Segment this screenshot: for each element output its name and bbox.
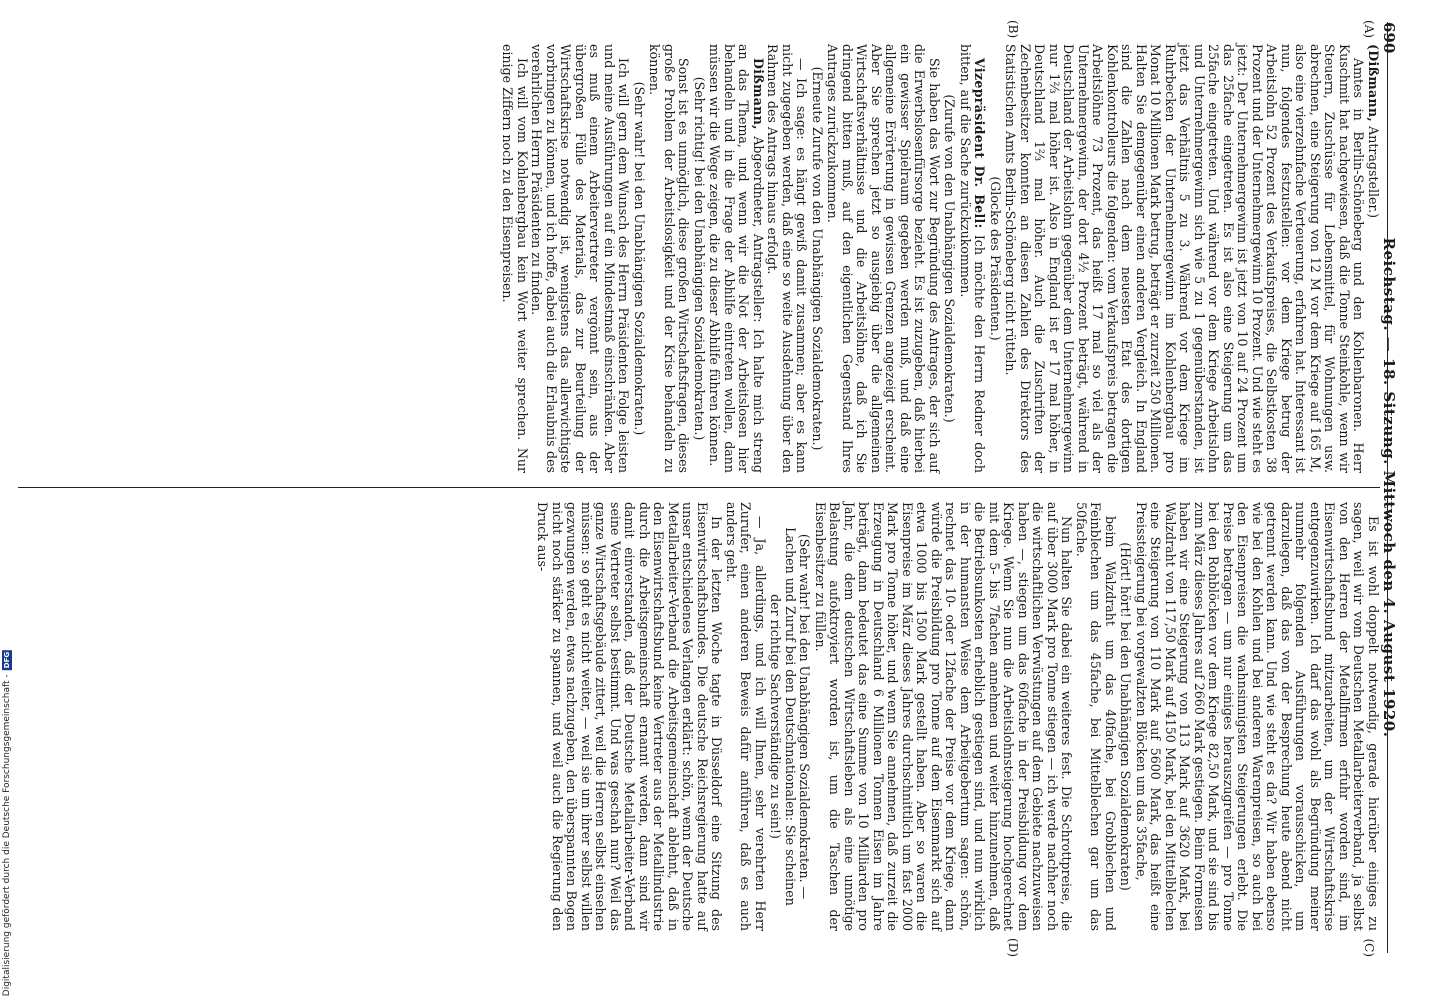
paragraph-text: (Sehr wahr! bei den Unabhängigen Sozialdemokraten.)	[632, 81, 647, 436]
paragraph-text: beim Walzdraht um das 40fache, bei Grobblechen und Feinblechen um das 45fache, bei Mittelblechen gar um das 50fache.	[1074, 502, 1118, 931]
paragraph	[707, 44, 765, 473]
dfg-logo: DFG	[3, 651, 11, 669]
paragraph	[958, 44, 987, 473]
paragraph-text: Antragsteller.)	[1366, 122, 1381, 219]
paragraph	[813, 502, 1074, 931]
paragraph-text: Sonst ist es unmöglich, diese großen Wirtschaftsfragen, dieses große Problem der Arbeitslosigkeit und der Krise behandeln zu können.	[647, 44, 692, 473]
paragraph	[1366, 44, 1381, 473]
paragraph-text: — Ja, allerdings, und ich will Ihnen, sehr verehrten Herr Zurufer, einen anderen Beweis dafür anführen, daß es auch anders geht.	[724, 502, 768, 931]
paragraph	[647, 44, 691, 473]
paragraph-text: Ich will vom Kohlenbergbau kein Wort weiter sprechen. Nur einige Ziffern noch zu den Eisenpreisen.	[500, 44, 530, 473]
paragraph-text: (Zurufe von den Unabhängigen Sozialdemokraten.)	[942, 94, 958, 423]
credit-text: Digitalisierung gefördert durch die Deutsche Forschungsgemeinschaft -	[2, 674, 12, 996]
right-column	[18, 488, 1381, 957]
paragraph-text: Amtes in Berlin-Schöneberg und den Kohlenbaronen. Herr Kuschmit hat nachgewiesen, daß die Tonne Steinkohle, wenn wir Steuern, Zuschüsse für Lebensmittel, für Wohnungen usw. abrechnen, eine Steigerung von 12 M vor dem Kriege auf 165 M, also eine vierzehnfache Verteuerung, erfahren hat. Interessant ist nun, folgendes festzustellen: vor dem Kriege betrug der Arbeitslohn 52 Prozent des Verkaufspreises, die Selbstkosten 38 Prozent und der Unternehmergewinn 10 Prozent. Und wie steht es jetzt: Der Unternehmergewinn ist jetzt von 10 auf 24 Prozent um das 25fache eingetreten. Es ist also eine Steigerung um das 25fache eingetreten. Und während vor dem Kriege Arbeitslohn und Unternehmergewinn sich wie 5 zu 1 gegenüberstanden, ist jetzt das Verhältnis 5 zu 3. Während vor dem Kriege im Ruhrbecken der Unternehmergewinn im Kohlenbergbau pro Monat 10 Millionen Mark betrug, beträgt er zurzeit 250 Millionen. Halten Sie demgegenüber einen anderen Vergleich. In England sind die Zahlen nach dem neuesten Etat des dortigen Kohlenkontrolleurs die folgenden: vom Verkaufspreis betragen die Arbeitslöhne 73 Prozent, das heißt 17 mal so viel als der Unternehmergewinn, der dort 4½ Prozent beträgt, während in Deutschland der Arbeitslohn gegenüber dem Unternehmergewinn nur 1⅔ mal höher ist. Also in England ist er 17 mal höher, in Deutschland 1⅔ mal höher. Auch die Zuschriften der Zechenbesitzer konnten an diesen Zahlen des Direktors des Statistischen Amts Berlin-Schöneberg nicht rütteln.	[1003, 44, 1367, 473]
speaker-name: (Dißmann,	[1366, 44, 1381, 123]
margin-mark-b: (B)	[1006, 20, 1020, 39]
paragraph-text: Es ist wohl doppelt notwendig, gerade hierüber einiges zu sagen, weil wir vom Deutschen Metallarbeiterverband, ja selbst von den Herren der Metallfirmen erfuhr worden sind, im Eisenwirtschaftsbund mitzuarbeiten, um der Wirtschaftskrise entgegenzuwirken. Ich darf das wohl als Begründung meiner nunmehr folgenden Ausführungen vorausschicken, um darzulegen, daß das von der Besprechung heute abend nicht getrennt werden kann. Und wie steht es da? Wir haben ebenso wie bei den Kohlen und bei anderen Warenpreisen, so auch bei den Eisenpreisen die wahnsinnigsten Steigerungen erlebt. Die Preise betragen — um nur einiges herauszugreifen — pro Tonne bei den Rohblöcken vor dem Kriege 82,50 Mark, und sie sind bis zum März dieses Jahres auf 2660 Mark gestiegen. Beim Formeisen haben wir eine Steigerung von 113 Mark auf 3620 Mark, bei Walzdraht von 117,50 Mark auf 4150 Mark, bei den Mittelblechen eine Steigerung von 110 Mark auf 5600 Mark, das heißt eine Preissteigerung bei vorgewalzten Blöcken um das 35fache,	[1134, 502, 1381, 931]
paragraph	[529, 44, 631, 473]
left-column	[18, 22, 1380, 488]
paragraph-text: (Hört! hört! bei den Unabhängigen Sozialdemokraten)	[1118, 542, 1134, 891]
paragraph-text: — Ich sage: es hängt gewiß damit zusammen; aber es kann nicht zugegeben werden, daß eine so weite Ausdehnung über den Rahmen des Antrags hinaus erfolgt.	[765, 44, 810, 473]
interjection	[768, 522, 812, 911]
paragraph-text: Ich möchte den Herrn Redner doch bitten, auf die Sache zurückzukommen.	[958, 44, 988, 473]
paragraph	[825, 44, 941, 473]
paragraph-text: (Sehr richtig! bei den Unabhängigen Sozialdemokraten.)	[692, 76, 707, 441]
paragraph-text: Ich will gern dem Wunsch des Herrn Präsidenten Folge leisten und meine Ausführungen auf ein Mindestmaß einschränken. Aber es muß einem Arbeitervertreter vergönnt sein, aus der übergroßen Fülle des Materials, das zur Beurteilung der Wirtschaftskrise notwendig ist, wenigstens das allerwichtigste vorbringen zu können, und ich hoffe, dabei auch die Erlaubnis des verehrlichen Herrn Präsidenten zu finden.	[529, 44, 632, 473]
paragraph-text: (Sehr wahr! bei den Unabhängigen Sozialdemokraten. — Lachen und Zuruf bei den Deutschnationalen: Sie scheinen der richtige Sachverständige zu sein!)	[768, 527, 813, 906]
paragraph	[535, 502, 724, 931]
paragraph	[1134, 502, 1381, 931]
paragraph-text: Abgeordneter, Antragsteller: Ich halte mich streng an das Thema, und wenn wir die Not der Arbeitslosen hier behandeln und in die Frage der Abhilfe eintreten wollen, dann müssen wir die Wege zeigen, die zu dieser Abhilfe führen können.	[707, 44, 766, 473]
paragraph-text: In der letzten Woche tagte in Düsseldorf eine Sitzung des Eisenwirtschaftsbundes. Die deutsche Reichsregierung hatte auf unser entschiedenes Verlangen erklärt: schön, wenn der Deutsche Metallarbeiter-Verband die Arbeitsgemeinschaft ablehnt, daß in den Eisenwirtschaftsbund keine Vertreter aus der Metallindustrie durch die Arbeitsgemeinschaft ernannt werden, dann sind wir damit einverstanden, daß der Deutsche Metallarbeiter-Verband seine Vertreter selbst bestimmt. Und was geschah nun? Weil das ganze Wirtschaftsgebäude zittert, weil die Herren selbst einsehen müssen: so geht es nicht weiter, — weil sie um ihrer selbst willen gezwungen werden, etwas nachzugeben, den überspannten Bogen nicht noch stärker zu spannen, und weil auch die Regierung den Druck aus-	[535, 502, 725, 931]
paragraph-text: Sie haben das Wort zur Begründung des Antrages, der sich auf die Erwerbslosenfürsorge bezieht. Es ist zuzugeben, daß hierbei ein gewisser Spielraum gegeben werden muß, und daß eine allgemeine Erörterung in gewissen Grenzen angezeigt erscheint. Aber Sie sprechen jetzt so ausgiebig über die allgemeinen Wirtschaftsverhältnisse und die Arbeitslöhne, daß ich Sie dringend bitten muß, auf den eigentlichen Gegenstand Ihres Antrages zurückzukommen.	[825, 44, 942, 473]
text-columns	[18, 20, 1381, 957]
interjection	[632, 64, 647, 453]
page-title: Reichstag. — 18. Sitzung. Mittwoch den 4. August 1920.	[1380, 237, 1398, 738]
speaker-name: Dißmann,	[751, 58, 766, 130]
paragraph	[1003, 44, 1366, 473]
margin-mark-c: (C)	[1362, 938, 1376, 957]
paragraph	[765, 44, 809, 473]
speaker-name: Vizepräsident Dr. Bell:	[972, 58, 988, 229]
paragraph	[1074, 502, 1118, 931]
interjection	[810, 64, 825, 453]
margin-mark-d: (D)	[1006, 938, 1020, 957]
paragraph-text: (Glocke des Präsidenten.)	[988, 176, 1003, 341]
page-number: 690	[1380, 22, 1398, 54]
paragraph	[724, 502, 768, 931]
paragraph-text: (Erneute Zurufe von den Unabhängigen Sozialdemokraten.)	[810, 66, 825, 451]
interjection	[692, 64, 707, 453]
interjection	[942, 64, 957, 453]
interjection	[988, 64, 1003, 453]
paragraph-text: Nun halten Sie dabei ein weiteres fest. Die Schrottpreise, die auf über 3000 Mark pro Tonne stiegen — ich werde nachher noch die wirtschaftlichen Verwüstungen auf dem Gebiete nachzuweisen haben —, stiegen um das 60fache in der Preisbildung vor dem Kriege. Wenn Sie nun die Arbeitslohnsteigerung hochgerechnet mit dem 5- bis 7fachen annehmen und weiter hinzunehmen, daß die Betriebsunkosten erheblich gestiegen sind, und nun wirklich in der humansten Weise dem Arbeitgebertum sagen: schön, rechnet das 10- oder 12fache der Preise vor dem Kriege, dann würde die Preisbildung pro Tonne auf dem Eisenmarkt sich auf etwa 1000 bis 1500 Mark gestellt haben. Aber so waren die Eisenpreise im März dieses Jahres durchschnittlich um fast 2000 Mark pro Tonne höher, und wenn Sie annehmen, daß zurzeit die Erzeugung in Deutschland 6 Millionen Tonnen Eisen im Jahre beträgt, dann bedeutet das eine Summe von 10 Milliarden pro Jahr, die dem deutschen Wirtschaftsleben als eine unnötige Belastung aufoktroyiert worden ist, um die Taschen der Eisenbesitzer zu füllen.	[813, 502, 1075, 931]
margin-mark-a: (A)	[1362, 20, 1376, 39]
digitization-credit	[2, 650, 12, 996]
header-rule	[1387, 22, 1388, 953]
interjection	[1118, 522, 1133, 911]
paragraph	[500, 44, 529, 473]
